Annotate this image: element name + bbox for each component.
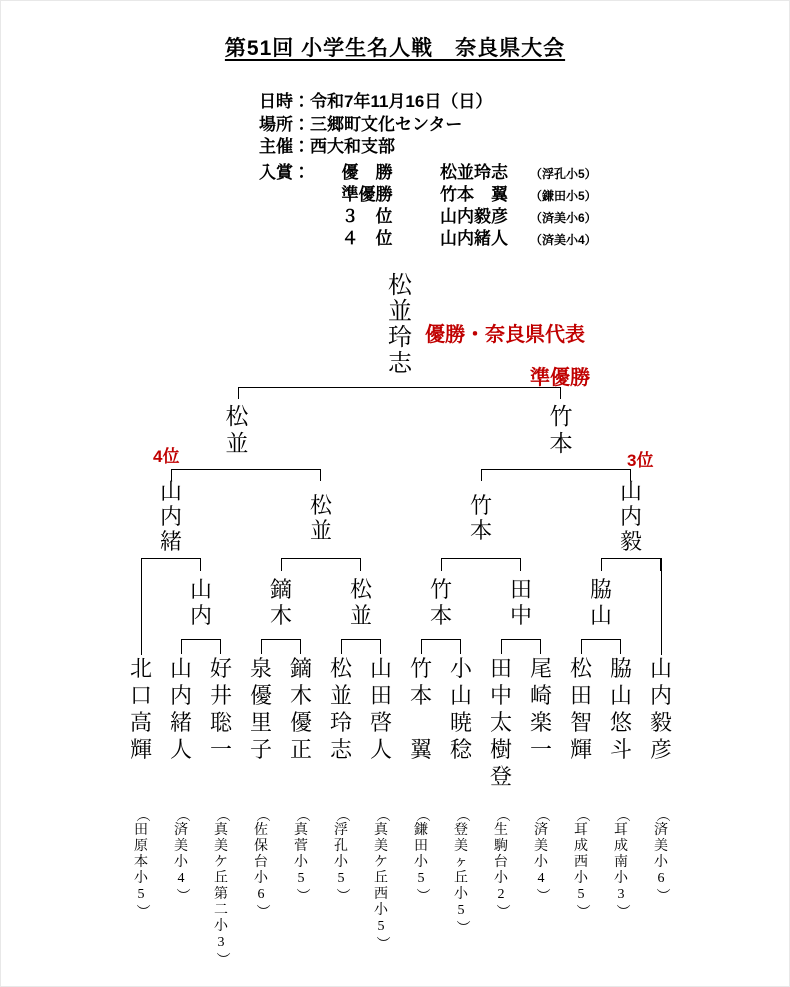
player-name: 尾 崎 楽 一 xyxy=(529,656,552,762)
quarterfinal-match-line xyxy=(141,558,201,571)
player-school: （ 真 菅 小 5 ） xyxy=(294,808,309,902)
player-name: 山 内 緒 人 xyxy=(169,656,192,762)
info-date-value: 令和7年11月16日（日） xyxy=(310,92,493,111)
round2-match-line xyxy=(501,639,541,654)
player-school: （ 鎌 田 小 5 ） xyxy=(414,808,429,902)
round2-match-line xyxy=(261,639,301,654)
final-match-line xyxy=(238,387,561,399)
prize-rank: 優 勝 xyxy=(341,163,393,182)
prize-school: （浮孔小5） xyxy=(530,167,597,181)
prize-rank: 準優勝 xyxy=(341,185,393,204)
bye-line xyxy=(661,558,662,655)
player-name: 泉 優 里 子 xyxy=(249,656,272,762)
player-school: （ 真 美 ケ 丘 第 二 小 3 ） xyxy=(214,808,229,966)
player-school: （ 生 駒 台 小 2 ） xyxy=(494,808,509,918)
round2-match-line xyxy=(421,639,461,654)
prize-name: 松並玲志 xyxy=(440,163,508,182)
player-school: （ 済 美 小 6 ） xyxy=(654,808,669,902)
round2-winner-label: 山 内 xyxy=(189,577,212,628)
tournament-bracket xyxy=(1,1,790,987)
sf-winner-label: 竹 本 xyxy=(549,404,573,456)
semifinal-match-line xyxy=(171,469,321,481)
prize-heading: 入賞： xyxy=(259,163,310,182)
player-school: （ 浮 孔 小 5 ） xyxy=(334,808,349,902)
page-title: 第51回 小学生名人戦 奈良県大会 xyxy=(224,37,566,60)
third-place-note: 3位 xyxy=(627,451,654,470)
qf-winner-label: 竹 本 xyxy=(469,493,492,543)
quarterfinal-match-line xyxy=(281,558,361,571)
player-name: 鏑 木 優 正 xyxy=(289,656,312,762)
prize-name: 山内毅彦 xyxy=(440,207,508,226)
prize-name: 竹本 翼 xyxy=(440,185,508,204)
round2-winner-label: 脇 山 xyxy=(589,577,612,628)
player-school: （ 真 美 ケ 丘 西 小 5 ） xyxy=(374,808,389,950)
player-name: 田 中 太 樹 登 xyxy=(489,656,512,789)
prize-rank: ３ 位 xyxy=(341,207,393,226)
info-organizer-value: 西大和支部 xyxy=(310,137,395,156)
qf-winner-label: 山 内 毅 xyxy=(619,479,642,554)
info-organizer-label: 主催： xyxy=(259,137,310,156)
semifinal-match-line xyxy=(481,469,631,481)
info-date-label: 日時： xyxy=(259,92,310,111)
round2-match-line xyxy=(341,639,381,654)
round2-match-line xyxy=(181,639,221,654)
player-school: （ 登 美 ヶ 丘 小 5 ） xyxy=(454,808,469,934)
player-name: 竹 本 翼 xyxy=(409,656,432,762)
runner-up-note: 準優勝 xyxy=(530,367,590,389)
round2-winner-label: 松 並 xyxy=(349,577,372,628)
player-school: （ 済 美 小 4 ） xyxy=(174,808,189,902)
player-school: （ 済 美 小 4 ） xyxy=(534,808,549,902)
fourth-place-note: 4位 xyxy=(153,447,180,466)
champion-note: 優勝・奈良県代表 xyxy=(425,324,585,346)
quarterfinal-match-line xyxy=(601,558,661,571)
prize-school: （済美小6） xyxy=(530,211,597,225)
player-name: 好 井 聡 一 xyxy=(209,656,232,762)
player-name: 山 内 毅 彦 xyxy=(649,656,672,762)
prize-school: （済美小4） xyxy=(530,233,597,247)
prize-rank: ４ 位 xyxy=(341,229,393,248)
round2-winner-label: 田 中 xyxy=(509,577,532,628)
player-name: 松 田 智 輝 xyxy=(569,656,592,762)
player-name: 北 口 高 輝 xyxy=(129,656,152,762)
champion-name: 松 並 玲 志 xyxy=(388,273,412,377)
quarterfinal-match-line xyxy=(441,558,521,571)
player-name: 山 田 啓 人 xyxy=(369,656,392,762)
player-school: （ 田 原 本 小 5 ） xyxy=(134,808,149,918)
round2-winner-label: 鏑 木 xyxy=(269,577,292,628)
info-place-value: 三郷町文化センター xyxy=(310,114,463,134)
qf-winner-label: 松 並 xyxy=(309,493,332,543)
bye-line xyxy=(141,558,142,655)
player-school: （ 耳 成 南 小 3 ） xyxy=(614,808,629,918)
round2-match-line xyxy=(581,639,621,654)
prize-school: （鎌田小5） xyxy=(530,189,597,203)
player-name: 脇 山 悠 斗 xyxy=(609,656,632,762)
sf-winner-label: 松 並 xyxy=(225,404,249,456)
player-school: （ 耳 成 西 小 5 ） xyxy=(574,808,589,918)
prize-name: 山内緒人 xyxy=(440,229,508,248)
round2-winner-label: 竹 本 xyxy=(429,577,452,628)
player-name: 松 並 玲 志 xyxy=(329,656,352,762)
info-place-label: 場所： xyxy=(259,114,310,134)
qf-winner-label: 山 内 緒 xyxy=(159,479,182,554)
player-name: 小 山 暁 稔 xyxy=(449,656,472,762)
player-school: （ 佐 保 台 小 6 ） xyxy=(254,808,269,918)
